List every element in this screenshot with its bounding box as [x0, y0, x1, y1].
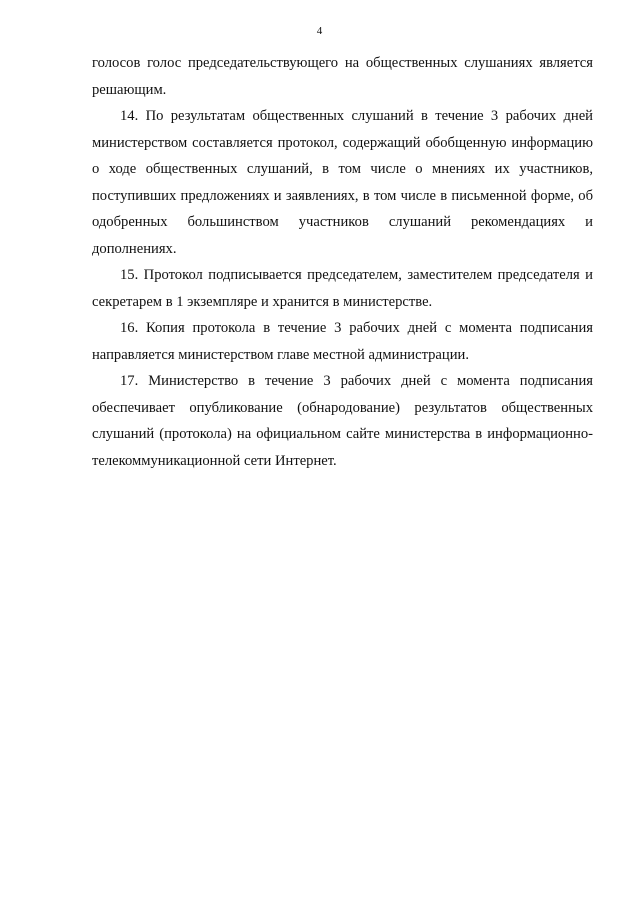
paragraph-14: 14. По результатам общественных слушаний в течение 3 рабочих дней министерством составляется протокол, содержащий обобщенную информацию о ходе общественных слушаний, в том числе о мнениях их участников, поступивших предложениях и заявлениях, в том числе в письменной форме, об одобренных большинством участников слушаний рекомендациях и дополнениях. [92, 108, 593, 257]
paragraph-15: 15. Протокол подписывается председателем, заместителем председателя и секретарем в 1 экземпляре и хранится в министерстве. [92, 267, 593, 310]
paragraph-continuation: голосов голос председательствующего на общественных слушаниях является решающим. [92, 55, 593, 98]
paragraph-17: 17. Министерство в течение 3 рабочих дней с момента подписания обеспечивает опубликование (обнародование) результатов общественных слушаний (протокола) на официальном сайте министерства в информационно-телекоммуникационной сети Интернет. [92, 373, 593, 469]
document-body [92, 50, 593, 474]
page-number: 4 [316, 25, 323, 37]
paragraph-16: 16. Копия протокола в течение 3 рабочих дней с момента подписания направляется министерством главе местной администрации. [92, 320, 593, 363]
